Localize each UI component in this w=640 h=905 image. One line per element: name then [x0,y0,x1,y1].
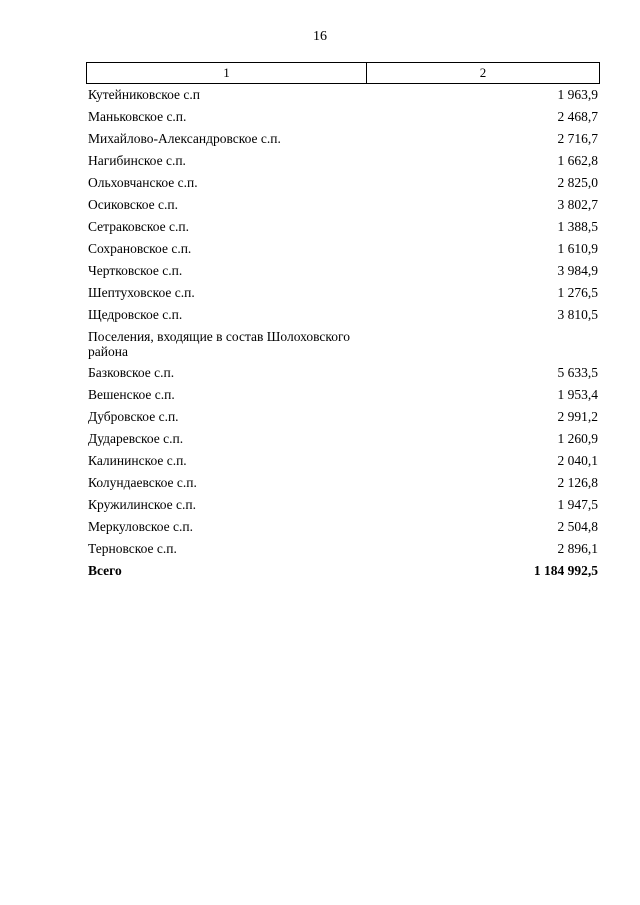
table-row [86,131,600,147]
table-row [86,109,600,125]
settlement-name: Меркуловское с.п. [88,519,193,534]
settlement-name: Щедровское с.п. [88,307,183,322]
table-header-row [86,62,600,84]
settlement-name: Осиковское с.п. [88,197,178,212]
total-value: 1 184 992,5 [533,563,598,578]
total-label: Всего [88,563,122,578]
settlement-value: 1 947,5 [557,497,598,512]
settlement-value: 2 040,1 [557,453,598,468]
table-row [86,409,600,425]
settlement-name: Чертковское с.п. [88,263,183,278]
settlement-value: 2 716,7 [557,131,598,146]
settlement-name: Дударевское с.п. [88,431,184,446]
table-row [86,175,600,191]
settlement-value: 2 991,2 [557,409,598,424]
settlement-name: Маньковское с.п. [88,109,187,124]
settlement-value: 2 896,1 [557,541,598,556]
settlement-name: Базковское с.п. [88,365,175,380]
settlement-value: 3 810,5 [557,307,598,322]
settlement-name: Сохрановское с.п. [88,241,192,256]
table-row [86,387,600,403]
settlement-name: Вешенское с.п. [88,387,175,402]
settlement-value: 1 953,4 [557,387,598,402]
table-row [86,285,600,301]
settlement-value: 1 963,9 [557,87,598,102]
table-row [86,307,600,323]
settlement-name: Кружилинское с.п. [88,497,196,512]
settlement-value: 5 633,5 [557,365,598,380]
table-row [86,197,600,213]
settlement-value: 3 984,9 [557,263,598,278]
table-row [86,263,600,279]
settlement-name: Ольховчанское с.п. [88,175,198,190]
settlement-name: Шептуховское с.п. [88,285,195,300]
settlement-value: 1 610,9 [557,241,598,256]
settlement-value: 2 468,7 [557,109,598,124]
settlement-value: 3 802,7 [557,197,598,212]
settlement-name: Калининское с.п. [88,453,187,468]
settlement-name: Михайлово-Александровское с.п. [88,131,281,146]
settlement-value: 1 388,5 [557,219,598,234]
settlement-value: 1 662,8 [557,153,598,168]
total-row [86,563,600,579]
settlement-value: 2 126,8 [557,475,598,490]
data-table [86,62,600,585]
table-row [86,475,600,491]
table-row [86,519,600,535]
group-header-row [86,329,600,359]
settlement-name: Нагибинское с.п. [88,153,186,168]
settlement-name: Колундаевское с.п. [88,475,197,490]
column-header-2: 2 [479,65,487,80]
settlement-value: 1 260,9 [557,431,598,446]
table-row [86,365,600,381]
page-number: 16 [313,29,327,44]
settlement-value: 1 276,5 [557,285,598,300]
settlement-name: Дубровское с.п. [88,409,179,424]
table-row [86,431,600,447]
table-row [86,153,600,169]
table-row [86,219,600,235]
settlement-value: 2 825,0 [557,175,598,190]
settlement-name: Сетраковское с.п. [88,219,189,234]
settlement-value: 2 504,8 [557,519,598,534]
table-row [86,453,600,469]
table-body [86,87,600,579]
settlement-name: Поселения, входящие в состав Шолоховского района [88,329,350,359]
table-row [86,87,600,103]
settlement-name: Терновское с.п. [88,541,177,556]
table-row [86,241,600,257]
settlement-name: Кутейниковское с.п [88,87,200,102]
table-row [86,541,600,557]
table-row [86,497,600,513]
column-header-1: 1 [87,63,367,83]
